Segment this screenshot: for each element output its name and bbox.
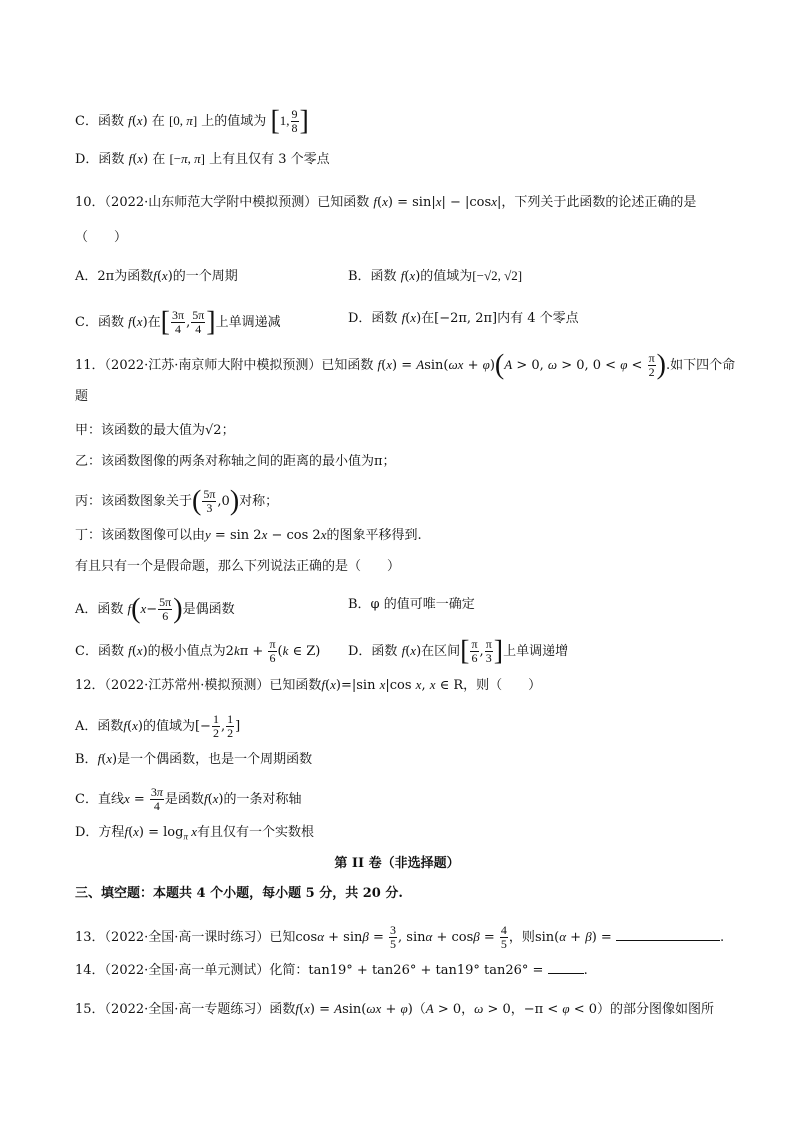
prop-ding: 丁：该函数图像可以由y = sin 2x − cos 2x的图象平移得到. [75,527,422,543]
prop-bing: 丙：该函数图象关于( $\frac{5\pi}{3}$ ,0)对称； [75,485,279,517]
option-text: 内有 4 个零点 [497,311,579,326]
question-text: 14．（2022·全国·高一单元测试）化简： [75,963,309,978]
option-text: B．函数 [348,269,397,284]
question-text: 13．（2022·全国·高一课时练习）已知 [75,930,296,945]
question-10: 10．（2022·山东师范大学附中模拟预测）已知函数 f(x) = sin|x| − |cosx|，下列关于此函数的论述正确的是 [75,194,697,210]
q10-option-d: D．函数 f(x)在[−2π, 2π]内有 4 个零点 [348,310,579,326]
question-11-cont [75,388,88,406]
prop-text: 甲：该函数的最大值为 [75,423,206,438]
question-12: 12．（2022·江苏常州·模拟预测）已知函数f(x)=|sin x|cos x, x ∈ R，则（ ） [75,677,542,693]
section-three-heading [75,885,403,903]
prop-yi [75,453,396,471]
q11-option-c: C．函数 f(x)的极小值点为2kπ + $\frac{\pi}{6}$ (k ∈ Z) [75,637,321,665]
answer-blank[interactable] [616,939,720,941]
option-c-q9: C．函数 f(x) 在 [0, π] 上的值域为 [1, $\frac{9}{8}$ ] [75,105,309,137]
prop-text: 丁：该函数图像可以由 [75,528,206,543]
option-text: 在 [421,311,435,326]
q11-stem [75,558,400,576]
option-text: D．方程 [75,825,125,840]
option-text: A．函数 [75,719,124,734]
option-text: D．函数 [348,311,398,326]
option-text: 的一个周期 [172,269,238,284]
q11-option-b [348,596,475,614]
option-text: C．函数 [75,644,124,659]
question-text: 11．（2022·江苏·南京师大附中模拟预测）已知函数 [75,358,374,373]
option-d-q9: D．函数 f(x) 在 [−π, π] 上有且仅有 3 个零点 [75,151,330,167]
option-text: 是偶函数 [182,602,235,617]
q12-option-d: D．方程$f(x) = \log_\pi x$有且仅有一个实数根 [75,824,315,842]
q10-option-c: C．函数 f(x)在[ $\frac{3\pi}{4}$ , $\frac{5\pi}{4}$ ]上单调递减 [75,306,281,338]
question-text: 10．（2022·山东师范大学附中模拟预测）已知函数 [75,195,370,210]
option-text: 的一条对称轴 [223,792,302,807]
question-14: 14．（2022·全国·高一单元测试）化简：tan19° + tan26° + tan19° tan26° = . [75,963,588,978]
option-text: 在 [152,152,166,167]
question-text: （ [412,1002,426,1017]
question-text: ，下列关于此函数的论述正确的是 [501,195,697,210]
prop-text: 的图象平移得到. [326,528,422,543]
question-text: ，则 [508,930,535,945]
option-text: 是函数 [164,792,204,807]
option-text: B．φ 的值可唯一确定 [348,597,475,612]
q12-option-b: B．f(x)是一个偶函数，也是一个周期函数 [75,751,313,767]
answer-blank[interactable] [548,972,584,974]
question-13: 13．（2022·全国·高一课时练习）已知cosα + sinβ = $\frac{3}{5}$ , sinα + cosβ = $\frac{4}{5}$ ，则sin(α + β) = . [75,923,725,951]
option-text: 上的值域为 [201,114,267,129]
option-text: 是一个偶函数，也是一个周期函数 [117,752,313,767]
question-15: 15．（2022·全国·高一专题练习）函数f(x) = Asin(ωx + φ)（A > 0，ω > 0，−π < φ < 0）的部分图像如图所 [75,1001,715,1017]
question-text: .如下四个命 [665,358,736,373]
prop-text: 乙：该函数图像的两条对称轴之间的距离的最小值为π； [75,454,396,469]
q10-row1: A．2π为函数f(x)的一个周期 [75,268,238,284]
question-text: 题 [75,389,89,404]
option-text: C．直线 [75,792,124,807]
prop-text: 对称； [239,494,279,509]
option-text: 在 [151,114,165,129]
question-text: ）的部分图像如图所 [597,1002,715,1017]
option-text: 上单调递减 [215,315,281,330]
q12-option-c: C．直线x = $\frac{3\pi}{4}$ 是函数f(x)的一条对称轴 [75,785,302,813]
option-text: A．函数 [75,602,124,617]
option-text: D．函数 [348,644,398,659]
option-text: 在区间 [421,644,461,659]
option-text: 的值域为 [420,269,473,284]
math-interval: [0, π] [168,113,198,128]
q12-option-a: A．函数f(x)的值域为[− $\frac{1}{2}$ , $\frac{1}{2}$ ] [75,712,241,740]
paren: （ ） [75,230,128,245]
question-text: 12．（2022·江苏常州·模拟预测）已知函数 [75,678,322,693]
option-text: 的极小值点为 [147,644,226,659]
option-text: 上单调递增 [503,644,569,659]
question-text: 15．（2022·全国·高一专题练习）函数 [75,1002,296,1017]
option-text: D．函数 [75,152,125,167]
math-fx: f [128,113,132,128]
part-two-heading [0,855,794,873]
question-text: 有且只有一个是假命题，那么下列说法正确的是（ ） [75,559,401,574]
option-text: 的值域为 [142,719,195,734]
option-text: 有且仅有一个实数根 [197,825,315,840]
q10-option-b: B．函数 f(x)的值域为[−√2, √2] [348,268,523,284]
option-text: 在 [147,315,161,330]
question-text: ，则（ ） [463,678,542,693]
option-text: A．2π为函数 [75,269,154,284]
option-text: B． [75,752,98,767]
answer-paren [75,229,127,247]
heading-text: 三、填空题：本题共 4 个小题，每小题 5 分，共 20 分. [75,886,403,901]
question-11: 11．（2022·江苏·南京师大附中模拟预测）已知函数 f(x) = Asin(ωx + φ)(A > 0, ω > 0, 0 < φ < $\frac{\pi}{2}$ ).如下四个命 [75,349,736,381]
option-text: 上有且仅有 3 个零点 [209,152,330,167]
q11-option-d: D．函数 f(x)在区间[ $\frac{\pi}{6}$ , $\frac{\pi}{3}$ ]上单调递增 [348,635,569,667]
option-text: C．函数 [75,315,124,330]
option-text: C．函数 [75,114,124,129]
prop-jia: 甲：该函数的最大值为√2； [75,423,235,438]
q11-option-a: A．函数 f(x− $\frac{5\pi}{6}$ )是偶函数 [75,593,235,625]
prop-text: 丙：该函数图象关于 [75,494,193,509]
heading-text: 第 II 卷（非选择题） [334,856,460,871]
